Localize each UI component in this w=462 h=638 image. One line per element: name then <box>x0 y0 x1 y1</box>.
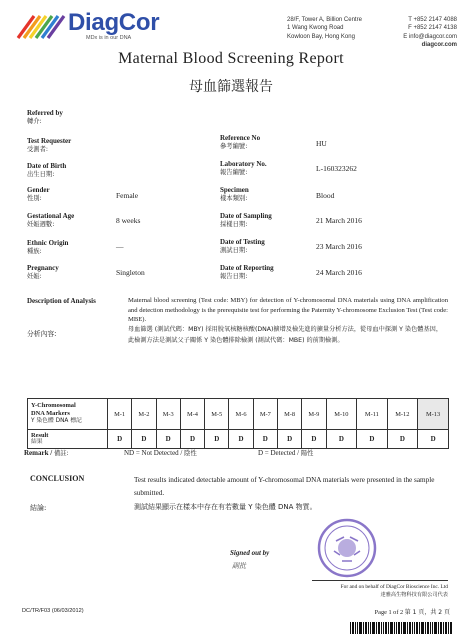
marker-result: D <box>387 430 418 449</box>
date-of-reporting-label: Date of Reporting 報告日期: <box>220 264 274 280</box>
address-line: 1 Wang Kwong Road <box>287 25 344 32</box>
marker-name: M-13 <box>418 399 449 430</box>
conclusion-text: Test results indicated detectable amount of Y-chromosomal DNA materials were presented in the sample submitted. <box>134 476 435 497</box>
reference-no-label: Reference No 參考編號: <box>220 134 261 150</box>
barcode-icon <box>350 622 452 634</box>
date-of-birth-label: Date of Birth 出生日期: <box>27 162 67 178</box>
markers-result-row <box>28 430 449 449</box>
analysis-description: Maternal blood screening (Test code: MBY) for detection of Y-chromosomal DNA materials using DNA amplification and detection methodology is the prerequisite test for performing the Paternity Y-chromosome Exclusion Test (Test code: MBE). <box>128 297 448 323</box>
referred-by-label: Referred by 轉介: <box>27 109 63 125</box>
ethnic-origin-label: Ethnic Origin 種族: <box>27 239 69 255</box>
company-address <box>287 16 362 41</box>
analysis-label: Description of Analysis <box>27 297 96 305</box>
marker-result: D <box>253 430 277 449</box>
marker-name: M-5 <box>205 399 229 430</box>
marker-name: M-12 <box>387 399 418 430</box>
date-of-testing-value: 23 March 2016 <box>316 242 362 251</box>
conclusion-label: CONCLUSION <box>30 474 85 483</box>
markers-header-cell: Y-Chromosomal DNA Markers Y 染色體 DNA 標記 <box>28 399 108 430</box>
marker-result: D <box>180 430 204 449</box>
signature-line <box>312 580 448 581</box>
signed-out-by-label: Signed out by <box>230 549 270 557</box>
analysis-label-cn: 分析內容: <box>27 330 57 338</box>
marker-result: D <box>418 430 449 449</box>
gender-label: Gender 性別: <box>27 186 50 202</box>
address-line: 28/F, Tower A, Billion Centre <box>287 17 362 23</box>
address-line: Kowloon Bay, Hong Kong <box>287 33 355 40</box>
result-header-cell: Result 結果 <box>28 430 108 449</box>
website: diagcor.com <box>421 42 457 49</box>
document-code: DC/TR/F03 (06/03/2012) <box>22 608 84 614</box>
gestational-age-label: Gestational Age 妊娠週數: <box>27 212 75 228</box>
marker-result: D <box>357 430 387 449</box>
email-address: E info@diagcor.com <box>403 33 457 40</box>
diagcor-logo-icon <box>14 14 66 40</box>
laboratory-no-label: Laboratory No. 報告編號: <box>220 160 267 176</box>
marker-name: M-8 <box>277 399 301 430</box>
phone-number: T +852 2147 4088 <box>408 17 457 23</box>
pregnancy-label: Pregnancy 妊娠: <box>27 264 59 280</box>
laboratory-no-value: L-160323262 <box>316 164 357 173</box>
detected-legend: D = Detected / 陽性 <box>258 449 314 457</box>
tagline: MDx is in our DNA <box>86 35 132 41</box>
marker-result: D <box>205 430 229 449</box>
marker-name: M-9 <box>302 399 326 430</box>
marker-name: M-1 <box>108 399 132 430</box>
conclusion-text-cn: 測試結果顯示在樣本中存在有若數量 Y 染色體 DNA 物質。 <box>134 503 317 511</box>
company-contact <box>377 16 457 50</box>
remark-label: Remark / 備註: <box>24 449 69 457</box>
analysis-description-cn: 母血篩選 (測試代碼：MBY) 採用脫氧核糖核酸(DNA)擴增及檢先進的擴量分析方法，從母血中探測 Y 染色體基因，此檢測方法是測試父子關係 Y 染色體排除檢測 (測試代碼：MBE) 的前期檢測。 <box>128 326 443 344</box>
reference-no-value: HU <box>316 139 327 148</box>
not-detected-legend: ND = Not Detected / 陰性 <box>124 449 197 457</box>
marker-result: D <box>132 430 156 449</box>
marker-name: M-4 <box>180 399 204 430</box>
date-of-sampling-label: Date of Sampling 採樣日期: <box>220 212 272 228</box>
pregnancy-value: Singleton <box>116 268 145 277</box>
markers-header-row <box>28 399 449 430</box>
marker-name: M-7 <box>253 399 277 430</box>
test-requester-label: Test Requester 受測者: <box>27 137 72 153</box>
company-seal-icon <box>316 517 378 579</box>
on-behalf-text: For and on behalf of DiagCor Bioscience Inc. Ltd 達雅高生物科技有限公司代表 <box>340 584 448 598</box>
gestational-age-value: 8 weeks <box>116 216 141 225</box>
specimen-value: Blood <box>316 191 335 200</box>
marker-name: M-6 <box>229 399 253 430</box>
marker-result: D <box>302 430 326 449</box>
report-title-cn: 母血篩選報告 <box>189 79 273 95</box>
marker-result: D <box>156 430 180 449</box>
marker-name: M-3 <box>156 399 180 430</box>
signature: 副批 <box>232 562 246 570</box>
conclusion-label-cn: 結論: <box>30 504 47 512</box>
date-of-sampling-value: 21 March 2016 <box>316 216 362 225</box>
specimen-label: Specimen 樣本類別: <box>220 186 249 202</box>
ethnic-origin-value: — <box>116 242 124 251</box>
report-title: Maternal Blood Screening Report <box>118 50 344 67</box>
marker-result: D <box>229 430 253 449</box>
marker-result: D <box>277 430 301 449</box>
markers-table <box>27 398 449 449</box>
logo-text: DiagCor <box>68 9 160 36</box>
date-of-reporting-value: 24 March 2016 <box>316 268 362 277</box>
marker-result: D <box>326 430 357 449</box>
marker-name: M-11 <box>357 399 387 430</box>
date-of-testing-label: Date of Testing 測試日期: <box>220 238 265 254</box>
marker-name: M-2 <box>132 399 156 430</box>
gender-value: Female <box>116 191 139 200</box>
fax-number: F +852 2147 4138 <box>408 25 457 32</box>
marker-name: M-10 <box>326 399 357 430</box>
page-number: Page 1 of 2 第 1 頁，共 2 頁 <box>374 609 450 616</box>
marker-result: D <box>108 430 132 449</box>
